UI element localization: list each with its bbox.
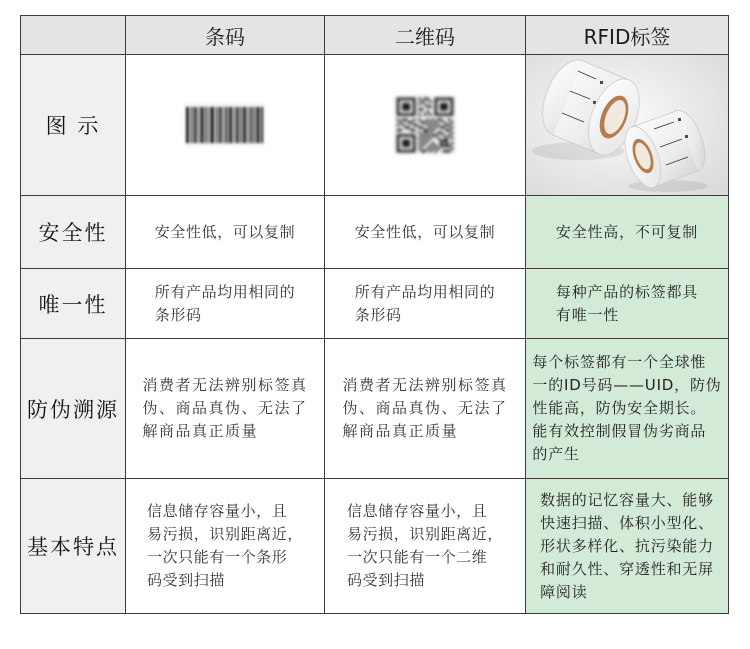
- rfid-features-text: 数据的记忆容量大、能够 快速扫描、体积小型化、 形状多样化、抗污染能力 和耐久性、穿透性和无屏 障阅读: [540, 490, 714, 601]
- qrcode-security-cell: [325, 196, 525, 268]
- row-label-uniqueness: [21, 269, 125, 338]
- rfid-label-rolls-image: [526, 55, 728, 195]
- rfid-uniqueness-text: 每种产品的标签都具 有唯一性: [555, 282, 699, 324]
- row-label-illustration: [21, 55, 125, 195]
- header-corner-cell: [21, 16, 125, 54]
- barcode-security-cell: [126, 196, 324, 268]
- rfid-anti-counterfeit-cell: [526, 339, 728, 478]
- barcode-uniqueness-text: 所有产品均用相同的 条形码: [154, 282, 296, 324]
- rfid-features-cell: [526, 479, 728, 613]
- rfid-security-cell: [526, 196, 728, 268]
- barcode-uniqueness-cell: [126, 269, 324, 338]
- row-label-uniqueness-text: 唯一性: [38, 292, 108, 317]
- rfid-security-text: 安全性高，不可复制: [555, 222, 699, 241]
- header-rfid-label: RFID标签: [583, 24, 671, 49]
- row-label-features: [21, 479, 125, 613]
- qrcode-anti-counterfeit-text: 消费者无法辨别标签真 伪、商品真伪、无法了 解商品真正质量: [342, 376, 508, 440]
- row-label-anti-counterfeit-text: 防伪溯源: [27, 397, 119, 422]
- qrcode-uniqueness-cell: [325, 269, 525, 338]
- barcode-image-cell: [126, 55, 324, 195]
- qr-code-icon: [394, 95, 456, 155]
- qrcode-features-text: 信息储存容量小，且 易污损，识别距离近， 一次只能有一个二维 码受到扫描: [346, 502, 503, 589]
- header-barcode-label: 条码: [205, 24, 245, 49]
- barcode-icon: [185, 104, 265, 146]
- barcode-features-cell: [126, 479, 324, 613]
- comparison-table: [20, 15, 729, 614]
- qrcode-security-text: 安全性低，可以复制: [354, 222, 496, 241]
- qrcode-uniqueness-text: 所有产品均用相同的 条形码: [354, 282, 496, 324]
- rfid-uniqueness-cell: [526, 269, 728, 338]
- qrcode-features-cell: [325, 479, 525, 613]
- header-rfid-cell: [526, 16, 728, 54]
- row-label-anti-counterfeit: [21, 339, 125, 478]
- header-qrcode-cell: [325, 16, 525, 54]
- qrcode-image-cell: [325, 55, 525, 195]
- rfid-image-cell: [526, 55, 728, 195]
- row-label-features-text: 基本特点: [27, 535, 119, 559]
- row-label-security-text: 安全性: [38, 221, 108, 245]
- header-qrcode-label: 二维码: [395, 24, 455, 49]
- row-label-security: [21, 196, 125, 268]
- barcode-anti-counterfeit-text: 消费者无法辨别标签真 伪、商品真伪、无法了 解商品真正质量: [142, 376, 308, 440]
- header-barcode-cell: [126, 16, 324, 54]
- row-label-illustration-text: 图 示: [45, 114, 101, 138]
- rfid-anti-counterfeit-text: 每个标签都有一个全球惟 一的ID号码——UID，防伪 性能高，防伪安全期长。 能有效控制假冒伪劣商品 的产生: [532, 353, 722, 463]
- qrcode-anti-counterfeit-cell: [325, 339, 525, 478]
- barcode-security-text: 安全性低，可以复制: [154, 222, 296, 241]
- barcode-anti-counterfeit-cell: [126, 339, 324, 478]
- barcode-features-text: 信息储存容量小，且 易污损，识别距离近， 一次只能有一个条形 码受到扫描: [146, 502, 303, 589]
